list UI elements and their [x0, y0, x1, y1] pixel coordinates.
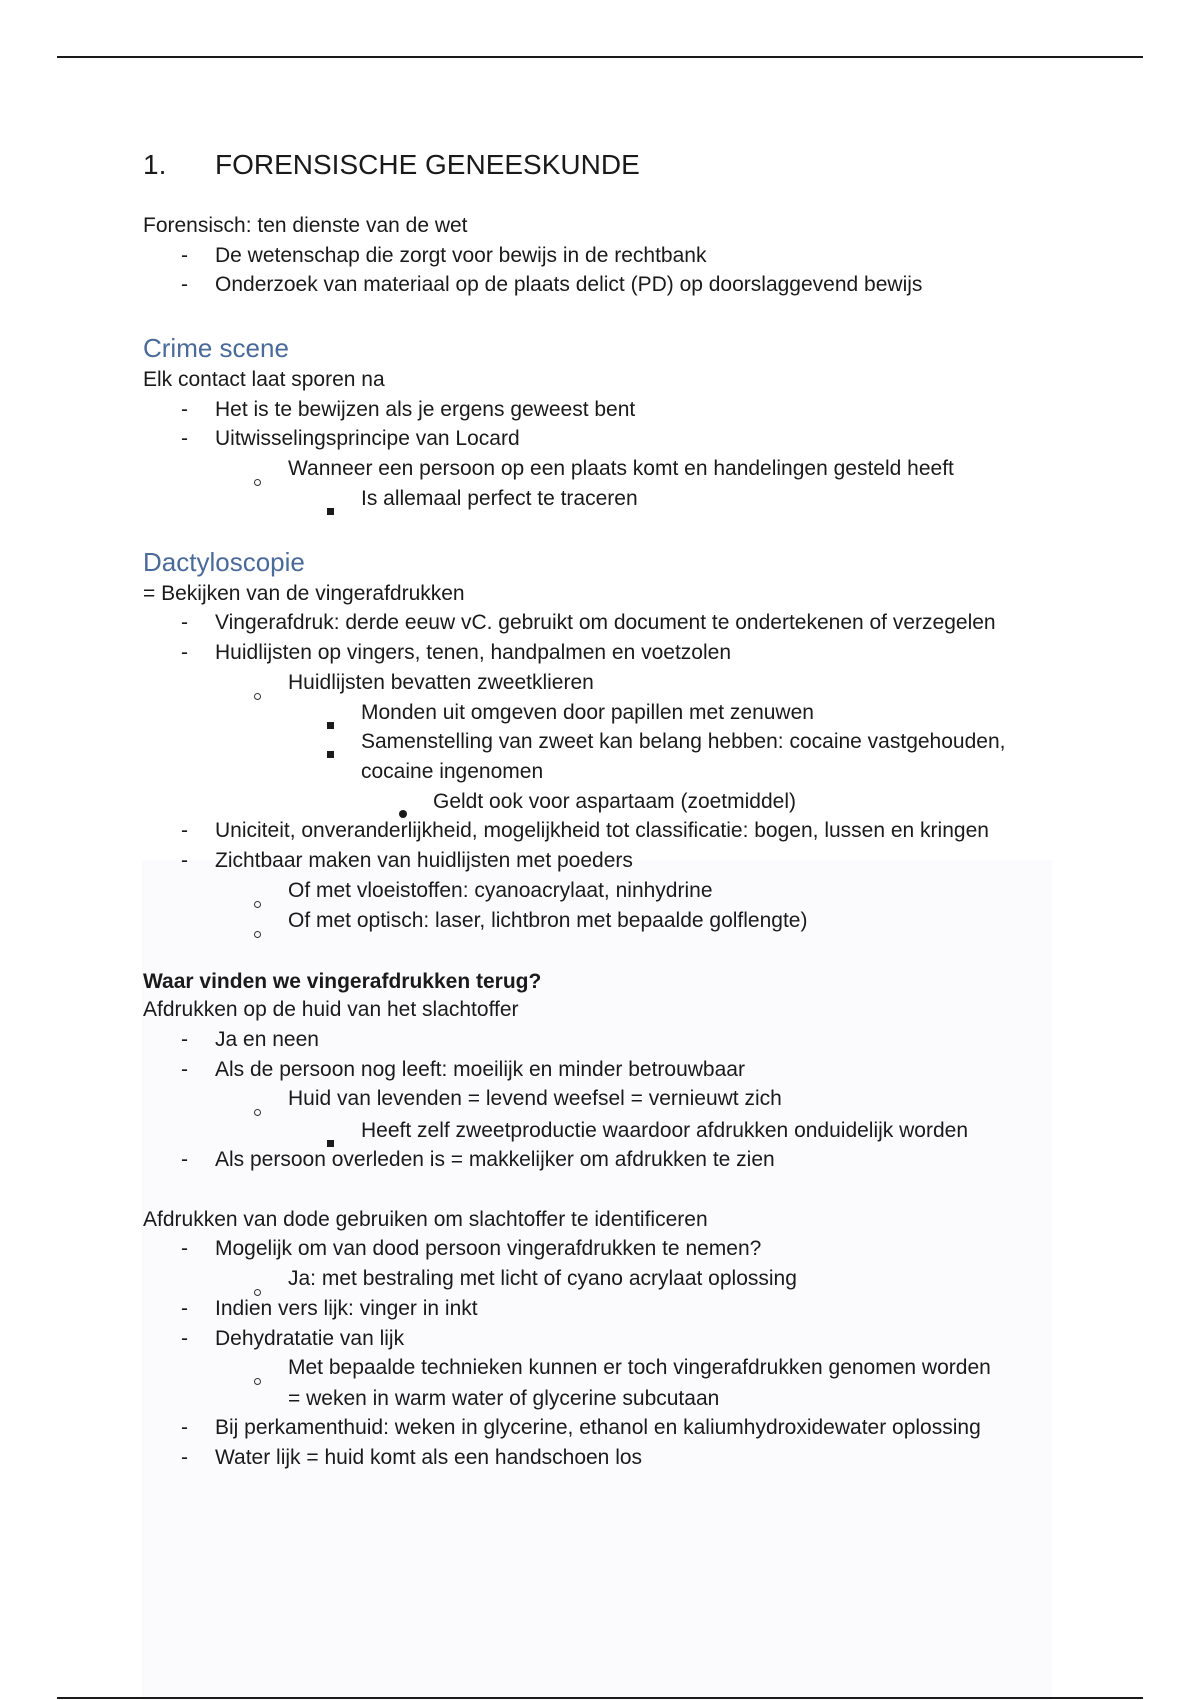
intro-definition: Forensisch: ten dienste van de wet — [143, 214, 468, 237]
section-title-crime-scene: Crime scene — [143, 333, 289, 363]
footer-rule — [57, 1697, 1143, 1699]
chapter-heading — [143, 147, 640, 183]
section-title-dactyloscopie: Dactyloscopie — [143, 547, 305, 577]
chapter-title: FORENSISCHE GENEESKUNDE — [215, 149, 640, 180]
section-lead: Afdrukken van dode gebruiken om slachtoffer te identificeren — [143, 1208, 708, 1231]
header-rule — [57, 56, 1143, 58]
chapter-number: 1. — [143, 149, 167, 180]
section-lead: Elk contact laat sporen na — [143, 368, 385, 391]
section-lead: Afdrukken op de huid van het slachtoffer — [143, 998, 519, 1021]
subsection-title: Waar vinden we vingerafdrukken terug? — [143, 970, 542, 993]
section-lead: = Bekijken van de vingerafdrukken — [143, 582, 465, 605]
